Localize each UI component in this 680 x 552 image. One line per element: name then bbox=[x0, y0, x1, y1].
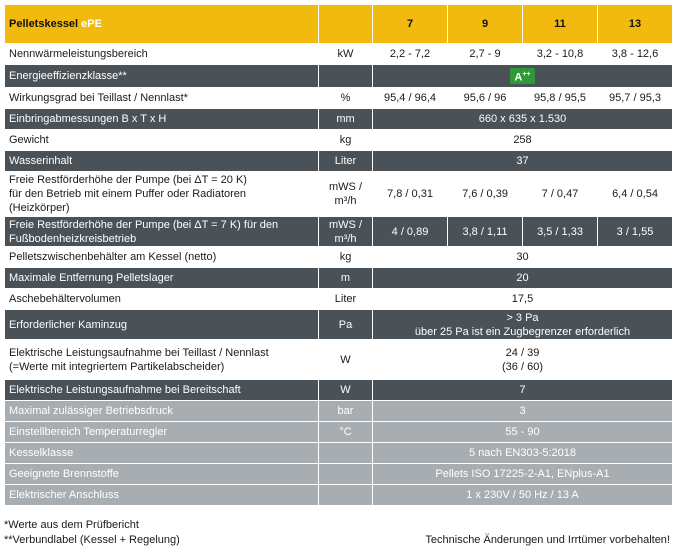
value-7: 7,8 / 0,31 bbox=[373, 172, 447, 216]
header-title-accent: ePE bbox=[81, 18, 102, 30]
row-label bbox=[5, 217, 318, 246]
row-label-line-1: Freie Restförderhöhe der Pumpe (bei ΔT = 20 K) bbox=[9, 174, 247, 186]
row-label: Energieeffizienzklasse** bbox=[5, 65, 318, 87]
row-label: Wirkungsgrad bei Teillast / Nennlast* bbox=[5, 88, 318, 108]
footnote-1: *Werte aus dem Prüfbericht bbox=[4, 519, 139, 531]
row-value-line-2: (36 / 60) bbox=[502, 360, 543, 373]
row-label: Maximale Entfernung Pelletslager bbox=[5, 268, 318, 288]
row-value: 55 - 90 bbox=[373, 422, 672, 442]
row-unit: % bbox=[319, 88, 372, 108]
row-pumpe-20k bbox=[5, 172, 672, 216]
badge-plus: ++ bbox=[522, 70, 531, 78]
row-value: 7 bbox=[373, 380, 672, 400]
footnote-2: **Verbundlabel (Kessel + Regelung) bbox=[4, 534, 180, 546]
row-label: Geeignete Brennstoffe bbox=[5, 464, 318, 484]
row-brennstoffe bbox=[5, 464, 672, 484]
value-13: 3 / 1,55 bbox=[598, 217, 672, 246]
row-bereitschaft bbox=[5, 380, 672, 400]
header-col-9: 9 bbox=[448, 5, 522, 43]
row-kesselklasse bbox=[5, 443, 672, 463]
row-value-line-1: > 3 Pa bbox=[506, 311, 539, 324]
row-unit bbox=[319, 172, 372, 216]
value-11: 95,8 / 95,5 bbox=[523, 88, 597, 108]
row-unit: Liter bbox=[319, 151, 372, 171]
row-label: Erforderlicher Kaminzug bbox=[5, 310, 318, 339]
header-unit-cell bbox=[319, 5, 372, 43]
header-row bbox=[5, 5, 672, 43]
row-label: Nennwärmeleistungsbereich bbox=[5, 44, 318, 64]
row-unit: Liter bbox=[319, 289, 372, 309]
row-value bbox=[373, 65, 672, 87]
value-13: 3,8 - 12,6 bbox=[598, 44, 672, 64]
row-label: Pelletszwischenbehälter am Kessel (netto) bbox=[5, 247, 318, 267]
footer bbox=[4, 518, 670, 548]
value-9: 3,8 / 1,11 bbox=[448, 217, 522, 246]
value-11: 3,2 - 10,8 bbox=[523, 44, 597, 64]
value-7: 2,2 - 7,2 bbox=[373, 44, 447, 64]
row-einbring bbox=[5, 109, 672, 129]
row-temperaturregler bbox=[5, 422, 672, 442]
row-unit: m bbox=[319, 268, 372, 288]
row-unit: kW bbox=[319, 44, 372, 64]
row-unit bbox=[319, 217, 372, 246]
row-label-line-3: (Heizkörper) bbox=[9, 202, 70, 214]
row-gewicht bbox=[5, 130, 672, 150]
row-value bbox=[373, 310, 672, 339]
value-9: 2,7 - 9 bbox=[448, 44, 522, 64]
header-title bbox=[5, 5, 318, 43]
row-value: 3 bbox=[373, 401, 672, 421]
header-col-7: 7 bbox=[373, 5, 447, 43]
row-label bbox=[5, 172, 318, 216]
row-nennwaerme bbox=[5, 44, 672, 64]
row-unit: W bbox=[319, 380, 372, 400]
row-elektr-leistung bbox=[5, 340, 672, 379]
value-11: 7 / 0,47 bbox=[523, 172, 597, 216]
row-unit bbox=[319, 443, 372, 463]
value-11: 3,5 / 1,33 bbox=[523, 217, 597, 246]
disclaimer: Technische Änderungen und Irrtümer vorbehalten! bbox=[425, 534, 670, 546]
row-value-line-2: über 25 Pa ist ein Zugbegrenzer erforderlich bbox=[414, 325, 631, 338]
row-value: 17,5 bbox=[373, 289, 672, 309]
row-unit: Pa bbox=[319, 310, 372, 339]
row-wasser bbox=[5, 151, 672, 171]
row-unit: kg bbox=[319, 247, 372, 267]
row-label: Kesselklasse bbox=[5, 443, 318, 463]
row-label-line-1: Freie Restförderhöhe der Pumpe (bei ΔT = 7 K) für den bbox=[9, 218, 279, 231]
row-value bbox=[373, 340, 672, 379]
value-7: 95,4 / 96,4 bbox=[373, 88, 447, 108]
row-label-line-2: Fußbodenheizkreisbetrieb bbox=[9, 232, 137, 245]
row-pumpe-7k bbox=[5, 217, 672, 246]
row-unit bbox=[319, 464, 372, 484]
value-13: 6,4 / 0,54 bbox=[598, 172, 672, 216]
row-value: 20 bbox=[373, 268, 672, 288]
row-value: 1 x 230V / 50 Hz / 13 A bbox=[373, 485, 672, 505]
value-7: 4 / 0,89 bbox=[373, 217, 447, 246]
row-unit bbox=[319, 485, 372, 505]
row-value: 5 nach EN303-5:2018 bbox=[373, 443, 672, 463]
row-value: 30 bbox=[373, 247, 672, 267]
row-asche bbox=[5, 289, 672, 309]
row-label bbox=[5, 340, 318, 379]
row-value-line-1: 24 / 39 bbox=[505, 346, 540, 359]
row-unit-line-2: m³/h bbox=[334, 195, 357, 207]
row-betriebsdruck bbox=[5, 401, 672, 421]
row-label: Einstellbereich Temperaturregler bbox=[5, 422, 318, 442]
row-zwischenbehaelter bbox=[5, 247, 672, 267]
row-label-line-1: Elektrische Leistungsaufnahme bei Teillast / Nennlast bbox=[9, 346, 269, 359]
row-wirkungsgrad bbox=[5, 88, 672, 108]
value-13: 95,7 / 95,3 bbox=[598, 88, 672, 108]
row-entfernung bbox=[5, 268, 672, 288]
value-9: 95,6 / 96 bbox=[448, 88, 522, 108]
row-label-line-2: für den Betrieb mit einem Puffer oder Radiatoren bbox=[9, 188, 247, 200]
row-unit-line-1: mWS / bbox=[329, 181, 362, 193]
row-label: Gewicht bbox=[5, 130, 318, 150]
badge-letter: A bbox=[514, 71, 523, 84]
row-label: Elektrische Leistungsaufnahme bei Bereitschaft bbox=[5, 380, 318, 400]
value-9: 7,6 / 0,39 bbox=[448, 172, 522, 216]
row-unit bbox=[319, 65, 372, 87]
header-col-13: 13 bbox=[598, 5, 672, 43]
row-unit: mm bbox=[319, 109, 372, 129]
row-unit: kg bbox=[319, 130, 372, 150]
row-unit-line-2: m³/h bbox=[334, 232, 357, 245]
header-title-main: Pelletskessel bbox=[9, 18, 82, 30]
row-anschluss bbox=[5, 485, 672, 505]
row-unit-line-1: mWS / bbox=[329, 218, 362, 231]
row-unit: bar bbox=[319, 401, 372, 421]
row-label: Aschebehältervolumen bbox=[5, 289, 318, 309]
row-label-line-2: (=Werte mit integriertem Partikelabscheider) bbox=[9, 360, 225, 373]
row-label: Elektrischer Anschluss bbox=[5, 485, 318, 505]
row-label: Einbringabmessungen B x T x H bbox=[5, 109, 318, 129]
row-effizienz bbox=[5, 65, 672, 87]
row-kaminzug bbox=[5, 310, 672, 339]
spec-table bbox=[4, 4, 673, 506]
row-label: Maximal zulässiger Betriebsdruck bbox=[5, 401, 318, 421]
row-label: Wasserinhalt bbox=[5, 151, 318, 171]
row-unit: °C bbox=[319, 422, 372, 442]
row-value: 37 bbox=[373, 151, 672, 171]
row-value: Pellets ISO 17225-2-A1, ENplus-A1 bbox=[373, 464, 672, 484]
header-col-11: 11 bbox=[523, 5, 597, 43]
energy-label-badge bbox=[510, 68, 534, 85]
row-value: 258 bbox=[373, 130, 672, 150]
row-value: 660 x 635 x 1.530 bbox=[373, 109, 672, 129]
row-unit: W bbox=[319, 340, 372, 379]
